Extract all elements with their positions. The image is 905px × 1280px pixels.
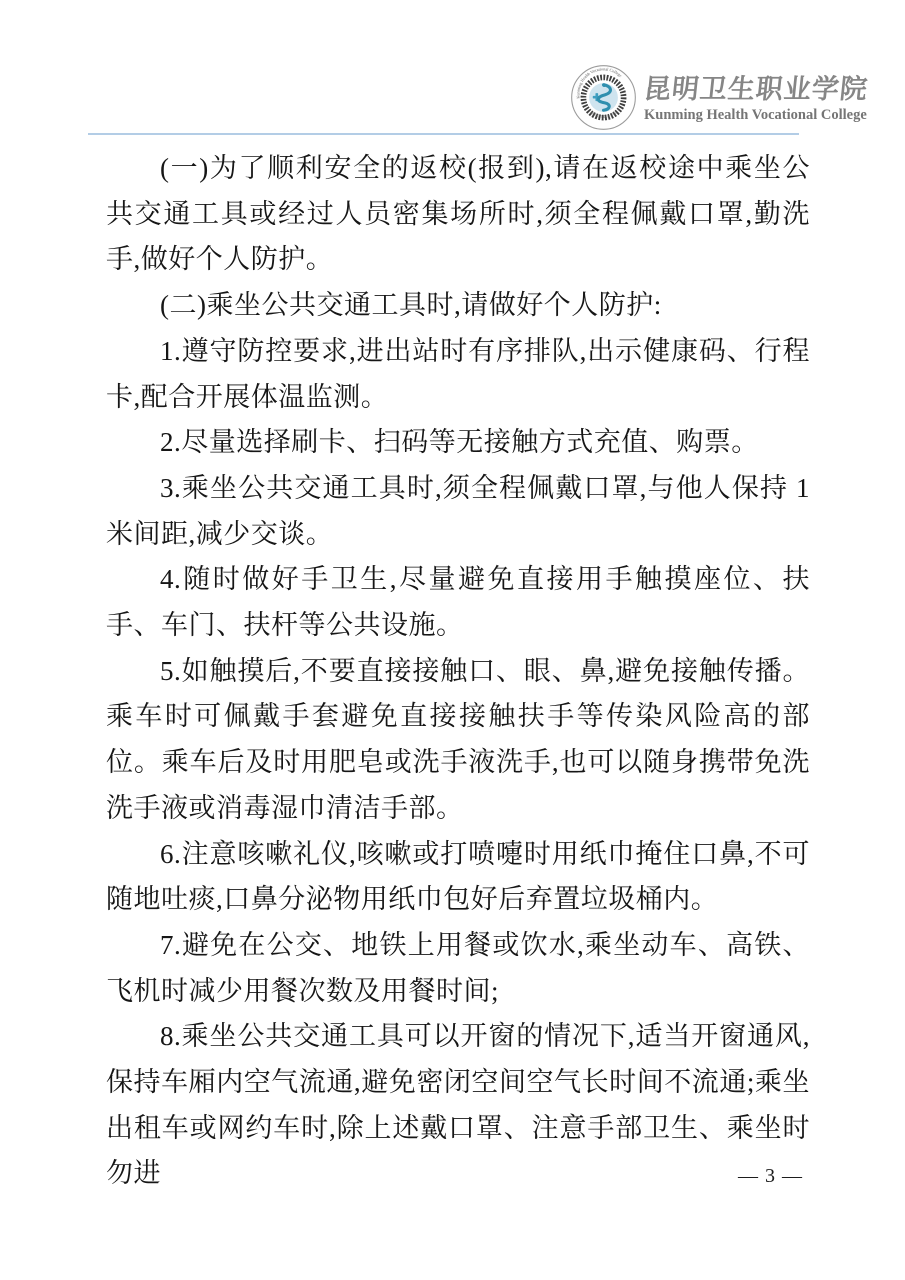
svg-text:Kunming Health Vocational Coll: Kunming Health Vocational College xyxy=(575,66,624,99)
paragraph-section-2: (二)乘坐公共交通工具时,请做好个人防护: xyxy=(160,290,662,321)
page-number: — 3 — xyxy=(738,1165,803,1187)
college-titles xyxy=(644,72,868,124)
svg-text:昆明卫生职业学院: 昆明卫生职业学院 xyxy=(589,110,618,120)
document-body xyxy=(106,146,810,1197)
paragraph-item-3: 3.乘坐公共交通工具时,须全程佩戴口罩,与他人保持 1 米间距,减少交谈。 xyxy=(106,472,810,549)
paragraph-item-8: 8.乘坐公共交通工具可以开窗的情况下,适当开窗通风,保持车厢内空气流通,避免密闭空间空气长时间不流通;乘坐出租车或网约车时,除上述戴口罩、注意手部卫生、乘坐时勿进 xyxy=(106,1021,810,1189)
paragraph-item-4: 4.随时做好手卫生,尽量避免直接用手触摸座位、扶手、车门、扶杆等公共设施。 xyxy=(106,564,810,641)
college-seal-icon xyxy=(570,64,637,131)
paragraph-item-6: 6.注意咳嗽礼仪,咳嗽或打喷嚏时用纸巾掩住口鼻,不可随地吐痰,口鼻分泌物用纸巾包好后弃置垃圾桶内。 xyxy=(106,838,810,915)
college-name-en: Kunming Health Vocational College xyxy=(644,106,867,123)
paragraph-item-1: 1.遵守防控要求,进出站时有序排队,出示健康码、行程卡,配合开展体温监测。 xyxy=(106,335,810,412)
page-header xyxy=(570,64,868,131)
college-name-zh: 昆明卫生职业学院 xyxy=(642,73,870,104)
header-divider xyxy=(88,133,799,135)
paragraph-item-7: 7.避免在公交、地铁上用餐或饮水,乘坐动车、高铁、飞机时减少用餐次数及用餐时间; xyxy=(106,929,810,1006)
paragraph-item-5: 5.如触摸后,不要直接接触口、眼、鼻,避免接触传播。乘车时可佩戴手套避免直接接触扶手等传染风险高的部位。乘车后及时用肥皂或洗手液洗手,也可以随身携带免洗洗手液或消毒湿巾清洁手部。 xyxy=(106,655,810,823)
paragraph-section-1: (一)为了顺利安全的返校(报到),请在返校途中乘坐公共交通工具或经过人员密集场所时,须全程佩戴口罩,勤洗手,做好个人防护。 xyxy=(106,153,810,275)
paragraph-item-2: 2.尽量选择刷卡、扫码等无接触方式充值、购票。 xyxy=(160,427,759,458)
